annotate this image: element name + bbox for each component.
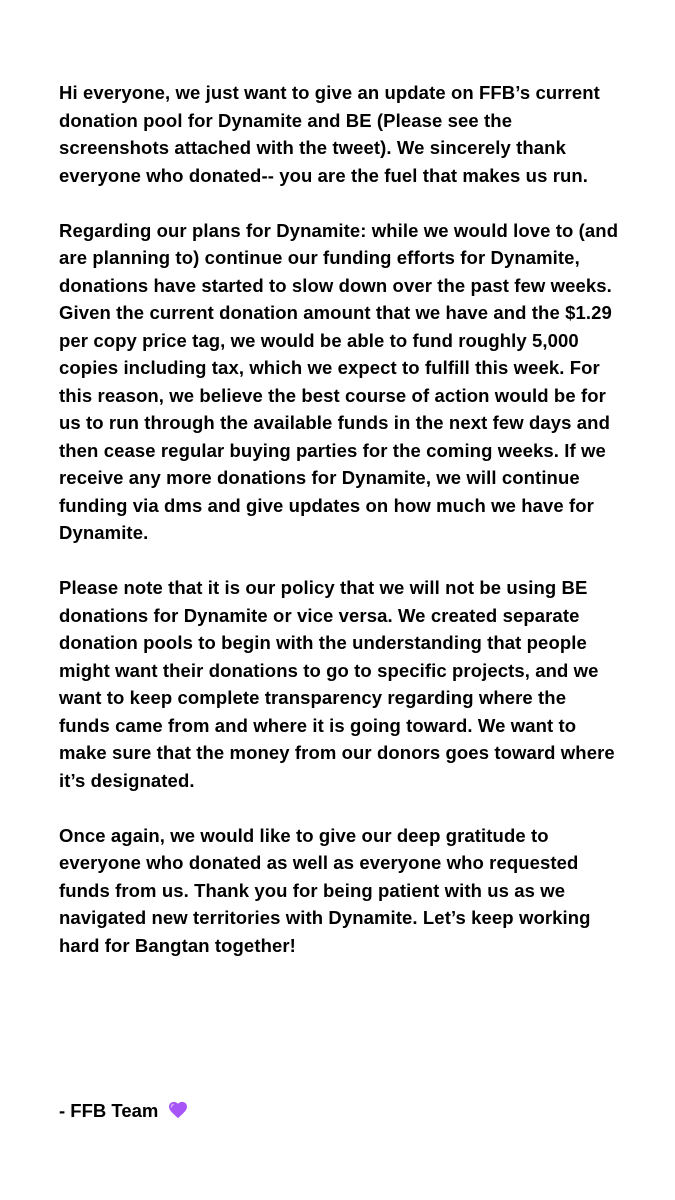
announcement-body [59, 79, 621, 987]
paragraph-donation-policy: Please note that it is our policy that we will not be using BE donations for Dynamite or vice versa. We created separate donation pools to begin with the understanding that people might want their donations to go to specific projects, and we want to keep complete transparency regarding where the funds came from and where it is going toward. We want to make sure that the money from our donors goes toward where it’s designated. [59, 577, 615, 791]
paragraph-dynamite-plans: Regarding our plans for Dynamite: while we would love to (and are planning to) continue our funding efforts for Dynamite, donations have started to slow down over the past few weeks. Given the current donation amount that we have and the $1.29 per copy price tag, we would be able to fund roughly 5,000 copies including tax, which we expect to fulfill this week. For this reason, we believe the best course of action would be for us to run through the available funds in the next few days and then cease regular buying parties for the coming weeks. If we receive any more donations for Dynamite, we will continue funding via dms and give updates on how much we have for Dynamite. [59, 219, 619, 543]
signature-text: - FFB Team [59, 1100, 159, 1121]
signature-line [59, 1097, 188, 1127]
paragraph-gratitude: Once again, we would like to give our deep gratitude to everyone who donated as well as everyone who requested funds from us. Thank you for being patient with us as we navigated new territories with Dynamite. Let’s keep working hard for Bangtan together! [59, 824, 591, 956]
paragraph-update: Hi everyone, we just want to give an update on FFB’s current donation pool for Dynamite and BE (Please see the screenshots attached with the tweet). We sincerely thank everyone who donated-- you are the fuel that makes us run. [59, 82, 600, 186]
purple-heart-icon [168, 1099, 188, 1127]
